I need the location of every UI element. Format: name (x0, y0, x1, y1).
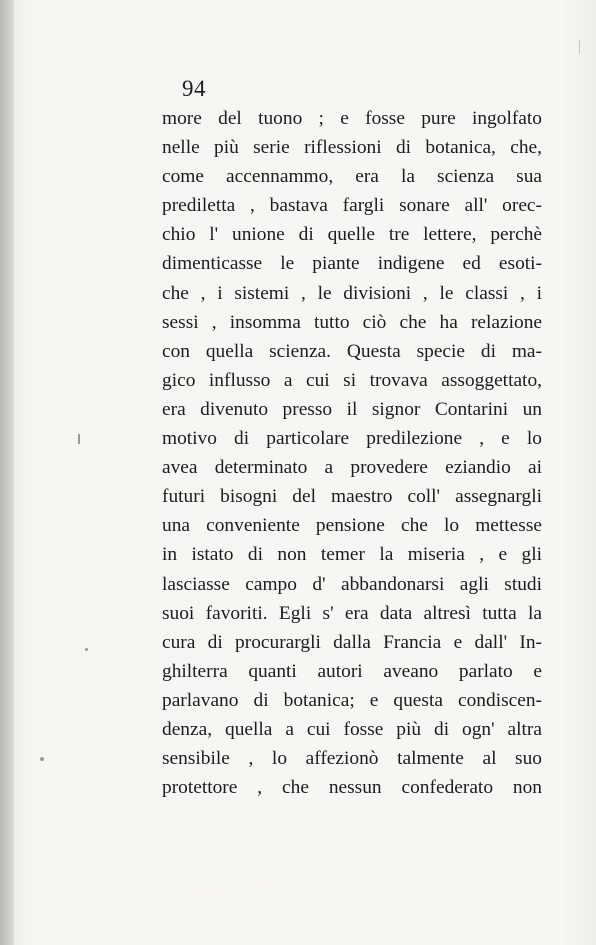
margin-mark (78, 434, 80, 444)
margin-mark (40, 757, 44, 761)
text-line: motivo di particolare predilezione , e lo (162, 428, 542, 450)
margin-mark (579, 40, 580, 54)
text-line: lasciasse campo d' abbandonarsi agli studi (162, 573, 542, 595)
margin-mark (85, 648, 88, 651)
text-line: chio l' unione di quelle tre lettere, perchè (162, 224, 542, 246)
text-line: nelle più serie riflessioni di botanica, che, (162, 137, 542, 159)
text-line: che , i sistemi , le divisioni , le classi , i (162, 282, 542, 304)
text-line: protettore , che nessun confederato non (162, 777, 542, 799)
text-line: sessi , insomma tutto ciò che ha relazione (162, 311, 542, 333)
text-line: ghilterra quanti autori aveano parlato e (162, 660, 542, 682)
page-number: 94 (182, 76, 206, 101)
text-line: parlavano di botanica; e questa condiscen- (162, 689, 542, 711)
text-line: era divenuto presso il signor Contarini un (162, 398, 542, 420)
text-line: gico influsso a cui si trovava assoggettato, (162, 369, 542, 391)
text-line: cura di procurargli dalla Francia e dall' In- (162, 631, 542, 653)
text-line: futuri bisogni del maestro coll' assegnargli (162, 486, 542, 508)
text-line: una conveniente pensione che lo mettesse (162, 515, 542, 537)
text-line: more del tuono ; e fosse pure ingolfato (162, 108, 542, 129)
text-line: prediletta , bastava fargli sonare all' orec- (162, 195, 542, 217)
binding-edge (0, 0, 14, 945)
text-line: dimenticasse le piante indigene ed esoti- (162, 253, 542, 275)
text-line: come accennammo, era la scienza sua (162, 166, 542, 188)
text-line: in istato di non temer la miseria , e gli (162, 544, 542, 566)
text-line: suoi favoriti. Egli s' era data altresì tutta la (162, 602, 542, 624)
text-line: denza, quella a cui fosse più di ogn' altra (162, 718, 542, 740)
body-text (162, 104, 542, 802)
text-line: avea determinato a provedere eziandio ai (162, 457, 542, 479)
text-line: sensibile , lo affezionò talmente al suo (162, 748, 542, 770)
text-line: con quella scienza. Questa specie di ma- (162, 340, 542, 362)
